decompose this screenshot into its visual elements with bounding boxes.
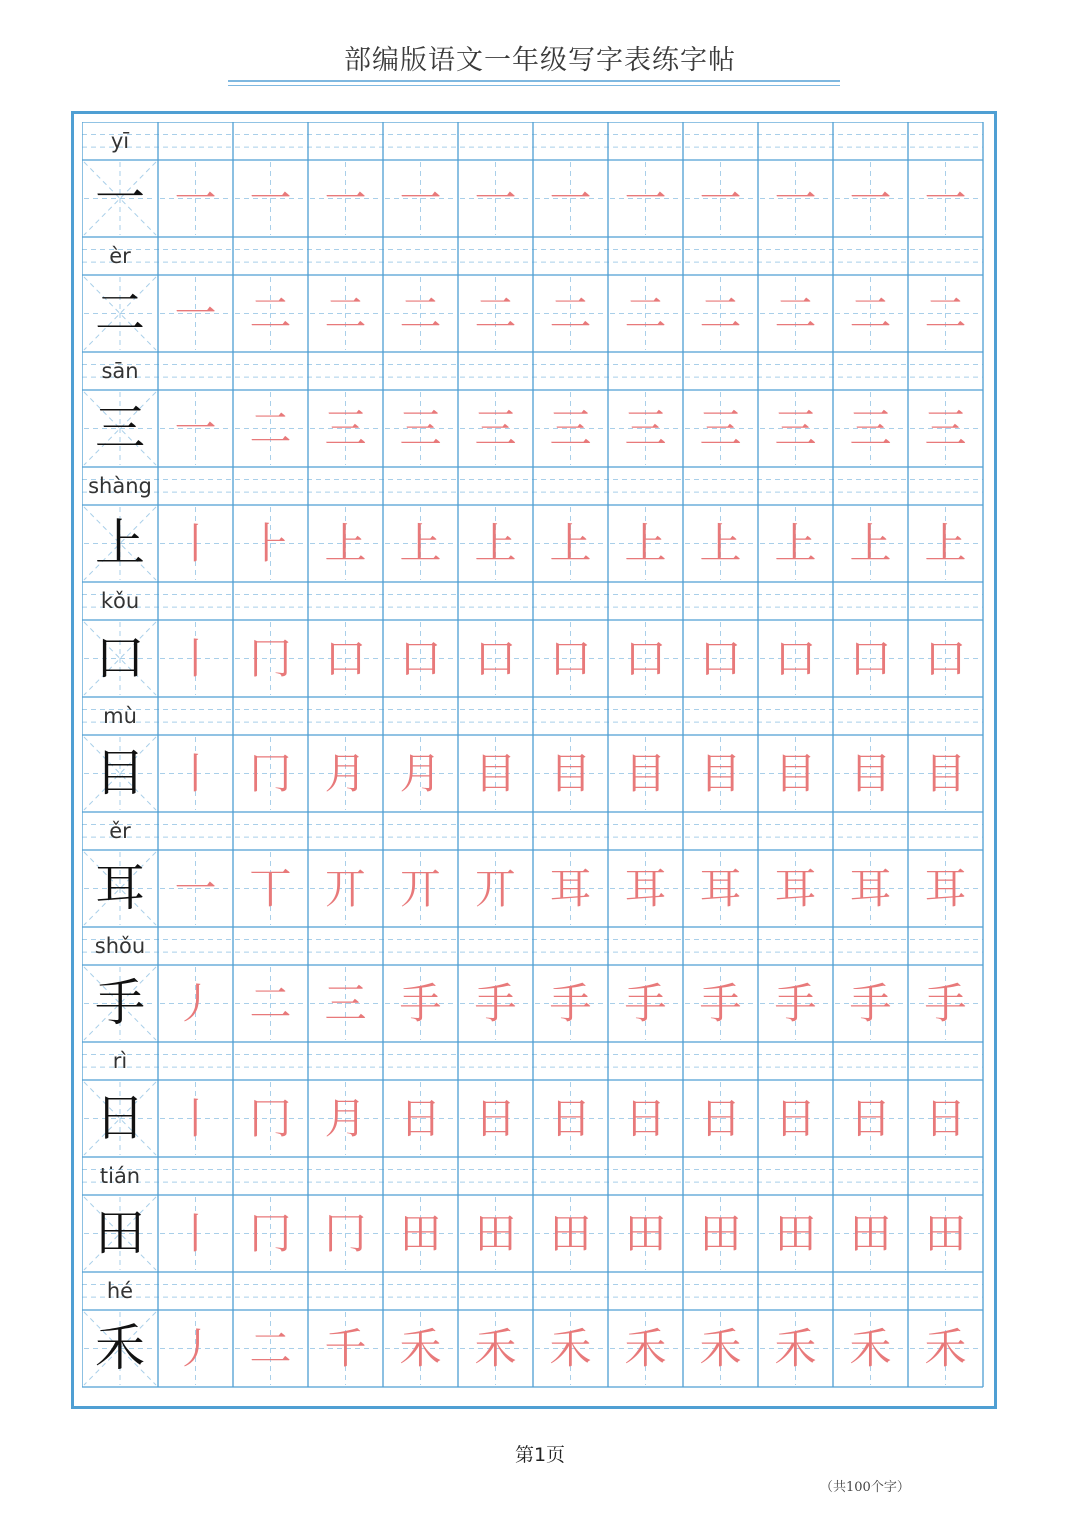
stroke-order-character: 耳 <box>549 864 592 913</box>
model-character: 目 <box>95 744 145 802</box>
stroke-order-character: 冂 <box>249 1209 292 1258</box>
pinyin-label: mù <box>103 704 137 728</box>
stroke-order-character: 耳 <box>774 864 817 913</box>
stroke-order-character: 三 <box>324 979 367 1028</box>
title-underline <box>228 80 840 82</box>
stroke-order-character: 月 <box>399 749 442 798</box>
stroke-order-character: 田 <box>774 1209 817 1258</box>
stroke-order-character: 二 <box>924 289 967 338</box>
stroke-order-character: 田 <box>849 1209 892 1258</box>
model-character: 一 <box>95 169 145 227</box>
stroke-order-character: 田 <box>474 1209 517 1258</box>
pinyin-label: kǒu <box>100 589 140 613</box>
stroke-order-character: 耳 <box>924 864 967 913</box>
stroke-order-character: 上 <box>474 519 517 568</box>
stroke-order-character: 田 <box>924 1209 967 1258</box>
stroke-order-character: 丌 <box>474 864 517 913</box>
stroke-order-character: 禾 <box>399 1324 442 1373</box>
stroke-order-character: 丨 <box>174 749 217 798</box>
stroke-order-character: 一 <box>174 289 217 338</box>
stroke-order-character: 上 <box>324 519 367 568</box>
stroke-order-character: 二 <box>474 289 517 338</box>
stroke-order-character: 口 <box>699 634 742 683</box>
stroke-order-character: 禾 <box>924 1324 967 1373</box>
stroke-order-character: 目 <box>699 749 742 798</box>
stroke-order-character: 二 <box>774 289 817 338</box>
model-character: 耳 <box>95 859 145 917</box>
stroke-order-character: 丿 <box>174 1324 217 1373</box>
stroke-order-character: 手 <box>849 979 892 1028</box>
stroke-order-character: 口 <box>474 634 517 683</box>
stroke-order-character: 一 <box>399 174 442 223</box>
stroke-order-character: 三 <box>699 404 742 453</box>
stroke-order-character: 一 <box>249 174 292 223</box>
stroke-order-character: 一 <box>924 174 967 223</box>
stroke-order-character: 上 <box>549 519 592 568</box>
stroke-order-character: 上 <box>924 519 967 568</box>
stroke-order-character: 冂 <box>324 1209 367 1258</box>
stroke-order-character: 三 <box>774 404 817 453</box>
stroke-order-character: 丨 <box>174 519 217 568</box>
stroke-order-character: 禾 <box>624 1324 667 1373</box>
title-underline-thin <box>228 85 840 86</box>
pinyin-label: tián <box>99 1164 141 1188</box>
stroke-order-character: 手 <box>924 979 967 1028</box>
stroke-order-character: 日 <box>549 1094 592 1143</box>
pinyin-label: rì <box>112 1049 128 1073</box>
stroke-order-character: 二 <box>249 979 292 1028</box>
model-character: 禾 <box>95 1319 145 1377</box>
stroke-order-character: 二 <box>249 289 292 338</box>
pinyin-label: yī <box>110 129 130 153</box>
stroke-order-character: 一 <box>324 174 367 223</box>
stroke-order-character: 田 <box>399 1209 442 1258</box>
stroke-order-character: 手 <box>699 979 742 1028</box>
stroke-order-character: 三 <box>624 404 667 453</box>
stroke-order-character: 二 <box>249 404 292 453</box>
stroke-order-character: 上 <box>774 519 817 568</box>
stroke-order-character: ⺊ <box>249 519 292 568</box>
stroke-order-character: 目 <box>624 749 667 798</box>
stroke-order-character: 一 <box>774 174 817 223</box>
stroke-order-character: 耳 <box>699 864 742 913</box>
stroke-order-character: 一 <box>624 174 667 223</box>
stroke-order-character: 三 <box>549 404 592 453</box>
stroke-order-character: 日 <box>624 1094 667 1143</box>
stroke-order-character: 三 <box>399 404 442 453</box>
stroke-order-character: 一 <box>474 174 517 223</box>
stroke-order-character: 目 <box>474 749 517 798</box>
stroke-order-character: 上 <box>849 519 892 568</box>
stroke-order-character: 目 <box>774 749 817 798</box>
stroke-order-character: 耳 <box>849 864 892 913</box>
stroke-order-character: 一 <box>849 174 892 223</box>
stroke-order-character: 月 <box>324 749 367 798</box>
pinyin-label: ěr <box>109 819 131 843</box>
pinyin-label: shàng <box>88 474 152 498</box>
page-title: 部编版语文一年级写字表练字帖 <box>344 45 736 76</box>
stroke-order-character: 冂 <box>249 749 292 798</box>
model-character: 日 <box>95 1089 145 1147</box>
stroke-order-character: 日 <box>474 1094 517 1143</box>
stroke-order-character: 日 <box>399 1094 442 1143</box>
stroke-order-character: 禾 <box>549 1324 592 1373</box>
stroke-order-character: 目 <box>849 749 892 798</box>
stroke-order-character: 日 <box>699 1094 742 1143</box>
stroke-order-character: 二 <box>849 289 892 338</box>
model-character: 三 <box>95 399 145 457</box>
stroke-order-character: 冂 <box>249 1094 292 1143</box>
stroke-order-character: 手 <box>474 979 517 1028</box>
model-character: 田 <box>95 1204 145 1262</box>
stroke-order-character: 二 <box>624 289 667 338</box>
stroke-order-character: 月 <box>324 1094 367 1143</box>
stroke-order-character: 禾 <box>474 1324 517 1373</box>
model-character: 上 <box>95 514 145 572</box>
stroke-order-character: 丨 <box>174 1094 217 1143</box>
stroke-order-character: 禾 <box>699 1324 742 1373</box>
total-count: （共100个字） <box>820 1480 910 1495</box>
stroke-order-character: 田 <box>699 1209 742 1258</box>
stroke-order-character: 二 <box>549 289 592 338</box>
stroke-order-character: 日 <box>774 1094 817 1143</box>
model-character: 手 <box>95 974 145 1032</box>
stroke-order-character: 日 <box>849 1094 892 1143</box>
stroke-order-character: 一 <box>174 864 217 913</box>
stroke-order-character: 口 <box>624 634 667 683</box>
stroke-order-character: 上 <box>699 519 742 568</box>
model-character: 口 <box>95 629 145 687</box>
stroke-order-character: 手 <box>624 979 667 1028</box>
model-character: 二 <box>95 284 145 342</box>
stroke-order-character: 三 <box>924 404 967 453</box>
stroke-order-character: 三 <box>474 404 517 453</box>
stroke-order-character: 三 <box>324 404 367 453</box>
stroke-order-character: 口 <box>924 634 967 683</box>
stroke-order-character: 禾 <box>849 1324 892 1373</box>
stroke-order-character: 口 <box>399 634 442 683</box>
stroke-order-character: 一 <box>174 174 217 223</box>
stroke-order-character: 冂 <box>249 634 292 683</box>
stroke-order-character: 丨 <box>174 634 217 683</box>
stroke-order-character: 二 <box>249 1324 292 1373</box>
stroke-order-character: 丿 <box>174 979 217 1028</box>
stroke-order-character: 千 <box>324 1324 367 1373</box>
stroke-order-character: 丅 <box>249 864 292 913</box>
stroke-order-character: 一 <box>549 174 592 223</box>
stroke-order-character: 耳 <box>624 864 667 913</box>
stroke-order-character: 丨 <box>174 1209 217 1258</box>
stroke-order-character: 口 <box>549 634 592 683</box>
stroke-order-character: 丌 <box>324 864 367 913</box>
pinyin-label: hé <box>106 1279 134 1303</box>
stroke-order-character: 禾 <box>774 1324 817 1373</box>
stroke-order-character: 一 <box>174 404 217 453</box>
pinyin-label: sān <box>101 359 139 383</box>
stroke-order-character: 田 <box>624 1209 667 1258</box>
stroke-order-character: 三 <box>849 404 892 453</box>
stroke-order-character: 口 <box>849 634 892 683</box>
stroke-order-character: 手 <box>549 979 592 1028</box>
stroke-order-character: 目 <box>924 749 967 798</box>
pinyin-label: èr <box>109 244 131 268</box>
stroke-order-character: 二 <box>324 289 367 338</box>
stroke-order-character: 口 <box>324 634 367 683</box>
stroke-order-character: 目 <box>549 749 592 798</box>
stroke-order-character: 一 <box>699 174 742 223</box>
stroke-order-character: 日 <box>924 1094 967 1143</box>
stroke-order-character: 田 <box>549 1209 592 1258</box>
stroke-order-character: 上 <box>624 519 667 568</box>
stroke-order-character: 手 <box>774 979 817 1028</box>
stroke-order-character: 丌 <box>399 864 442 913</box>
stroke-order-character: 手 <box>399 979 442 1028</box>
stroke-order-character: 口 <box>774 634 817 683</box>
pinyin-label: shǒu <box>94 934 146 958</box>
stroke-order-character: 二 <box>699 289 742 338</box>
stroke-order-character: 二 <box>399 289 442 338</box>
page-number: 第1页 <box>514 1444 566 1466</box>
stroke-order-character: 上 <box>399 519 442 568</box>
